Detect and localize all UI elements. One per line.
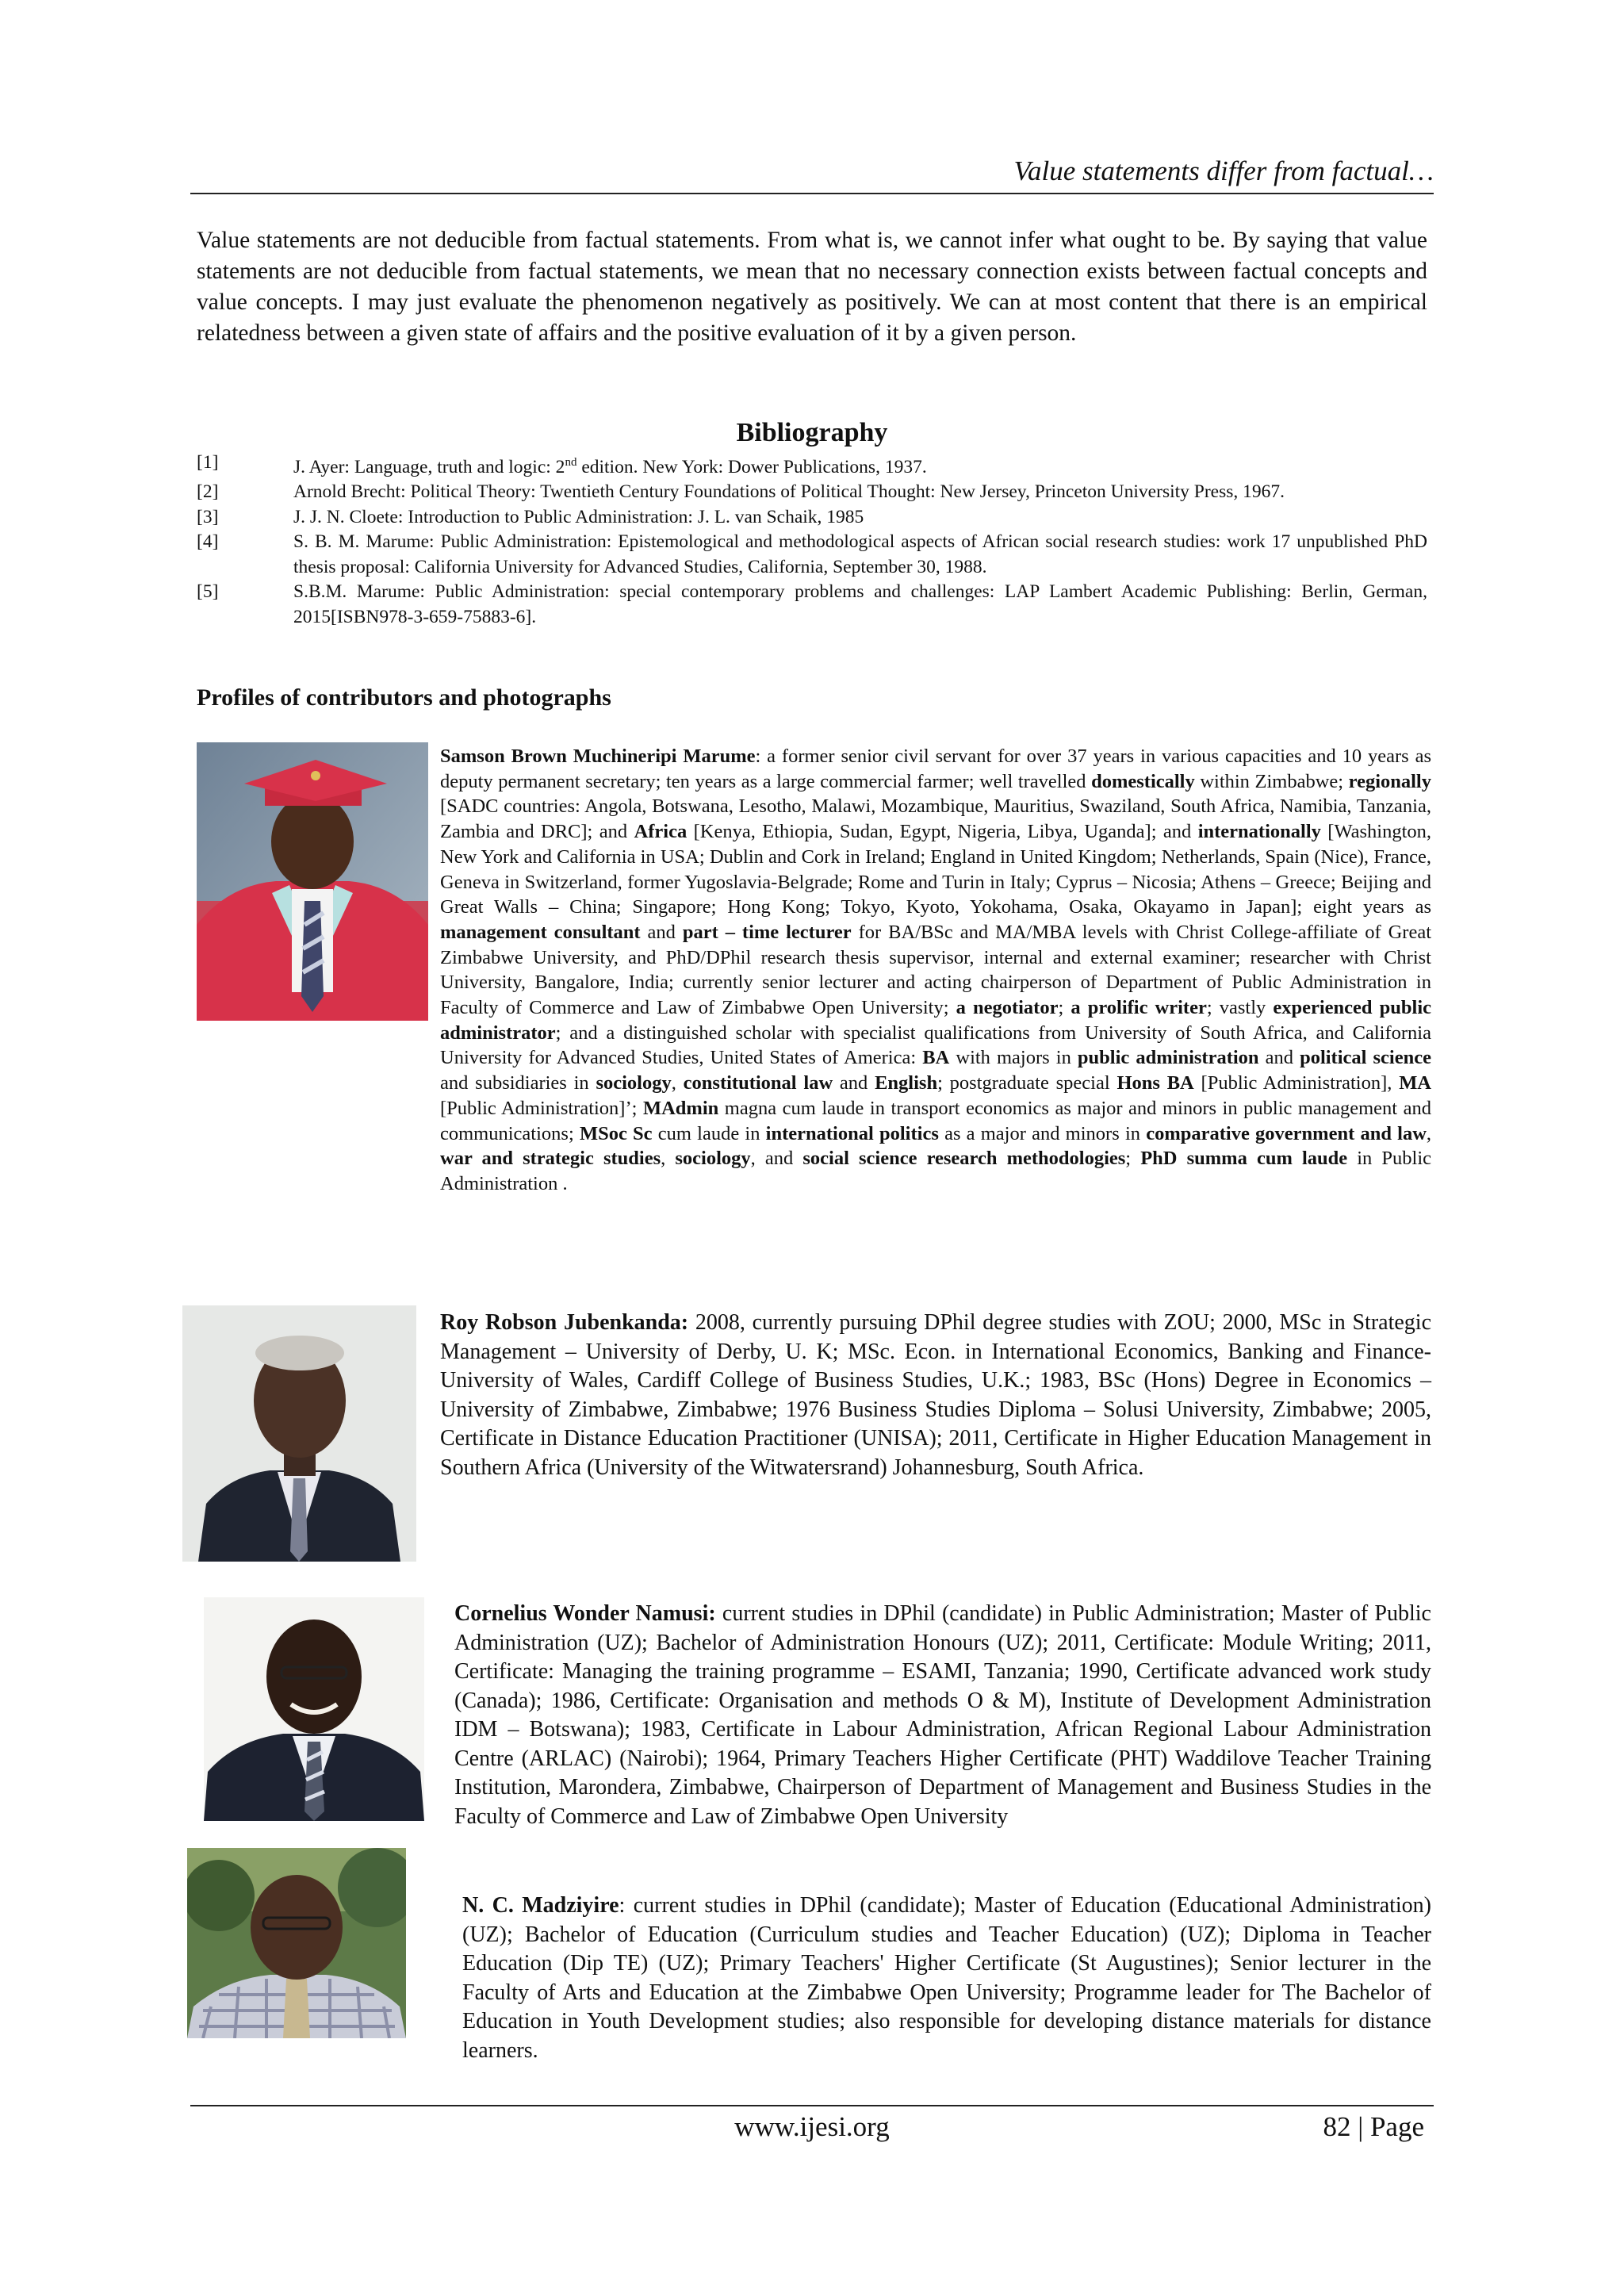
bibliography-list	[197, 450, 1427, 630]
reference-text: Arnold Brecht: Political Theory: Twentieth Century Foundations of Political Thought: New Jersey, Princeton University Press, 1967.	[293, 481, 1285, 503]
contributor-bio-jubenkanda: Roy Robson Jubenkanda: 2008, currently pursuing DPhil degree studies with ZOU; 2000, MSc in Strategic Management – University of Derby, U. K; MSc. Econ. in International Economics, Banking and Finance- University of Wales, Cardiff College of Business Studies, U.K.; 1983, BSc (Hons) Degree in Economics – University of Zimbabwe, Zimbabwe; 1976 Business Studies Diploma – Solusi University, Zimbabwe; 2005, Certificate in Distance Education Practitioner (UNISA); 2011, Certificate in Higher Education Management in Southern Africa (University of the Witwatersrand) Johannesburg, South Africa.	[440, 1310, 1431, 1480]
reference-item	[197, 530, 1427, 580]
reference-number: [1]	[197, 452, 219, 473]
profiles-heading: Profiles of contributors and photographs	[197, 684, 611, 711]
contributor-photo-madziyire	[187, 1848, 406, 2038]
reference-item	[197, 450, 1427, 480]
reference-text: S. B. M. Marume: Public Administration: Epistemological and methodological aspects of African social research studies: work 17 unpublished PhD thesis proposal: California University for Advanced Studies, California, September 30, 1988.	[293, 531, 1427, 577]
reference-text: S.B.M. Marume: Public Administration: special contemporary problems and challenges: LAP Lambert Academic Publishing: Berlin, German, 2015[ISBN978-3-659-75883-6].	[293, 581, 1427, 627]
contributor-bio-madziyire: N. C. Madziyire: current studies in DPhil (candidate); Master of Education (Educational Administration) (UZ); Bachelor of Education (Curriculum studies and Teacher Education) (UZ); Diploma in Teacher Education (Dip TE) (UZ); Primary Teachers' Higher Certificate (St Augustines); Senior lecturer in the Faculty of Arts and Education at the Zimbabwe Open University; Programme leader for The Bachelor of Education in Youth Development studies; also responsible for developing distance materials for distance learners.	[462, 1893, 1431, 2063]
reference-number: [2]	[197, 481, 219, 503]
reference-item	[197, 505, 1427, 531]
reference-number: [3]	[197, 506, 219, 527]
contributor-bio-marume: Samson Brown Muchineripi Marume: a former senior civil servant for over 37 years in various capacities and 10 years as deputy permanent secretary; ten years as a large commercial farmer; well travelled domestically within Zimbabwe; regionally [SADC countries: Angola, Botswana, Lesotho, Malawi, Mozambique, Mauritius, Swaziland, South Africa, Namibia, Tanzania, Zambia and DRC]; and Africa [Kenya, Ethiopia, Sudan, Egypt, Nigeria, Libya, Uganda]; and internationally [Washington, New York and California in USA; Dublin and Cork in Ireland; England in United Kingdom; Netherlands, Spain (Nice), France, Geneva in Switzerland, former Yugoslavia-Belgrade; Rome and Turin in Italy; Cyprus – Nicosia; Athens – Greece; Beijing and Great Walls – China; Singapore; Hong Kong; Tokyo, Kyoto, Yokohama, Osaka, Okayamo in Japan]; eight years as management consultant and part – time lecturer for BA/BSc and MA/MBA levels with Christ College-affiliate of Great Zimbabwe University, and PhD/DPhil research thesis supervisor, internal and external examiner; researcher with Christ University, Bangalore, India; currently senior lecturer and acting chairperson of Department of Public Administration in Faculty of Commerce and Law of Zimbabwe Open University; a negotiator; a prolific writer; vastly experienced public administrator; and a distinguished scholar with specialist qualifications from University of South Africa, and California University for Advanced Studies, United States of America: BA with majors in public administration and political science and subsidiaries in sociology, constitutional law and English; postgraduate special Hons BA [Public Administration], MA [Public Administration]’; MAdmin magna cum laude in transport economics as major and minors in public management and communications; MSoc Sc cum laude in international politics as a major and minors in comparative government and law, war and strategic studies, sociology, and social science research methodologies; PhD summa cum laude in Public Administration .	[440, 746, 1432, 1194]
reference-number: [4]	[197, 531, 219, 553]
reference-text: J. Ayer: Language, truth and logic: 2nd edition. New York: Dower Publications, 1937.	[293, 456, 927, 477]
running-header: Value statements differ from factual…	[1013, 155, 1434, 186]
header-rule	[190, 193, 1434, 194]
intro-paragraph: Value statements are not deducible from factual statements. From what is, we cannot infer what ought to be. By saying that value statements are not deducible from factual statements, we mean that no necessary connection exists between factual concepts and value concepts. I may just evaluate the phenomenon negatively as positively. We can at most content that there is an empirical relatedness between a given state of affairs and the positive evaluation of it by a given person.	[197, 228, 1427, 346]
footer-website-link[interactable]: www.ijesi.org	[734, 2111, 890, 2142]
contributor-photo-marume	[197, 742, 428, 1021]
contributor-bio-namusi: Cornelius Wonder Namusi: current studies in DPhil (candidate) in Public Administration; Master of Public Administration (UZ); Bachelor of Administration Honours (UZ); 2011, Certificate: Module Writing; 2011, Certificate: Managing the training programme – ESAMI, Tanzania; 1990, Certificate advanced work study (Canada); 1986, Certificate: Organisation and methods O & M), Institute of Development Administration IDM – Botswana); 1983, Certificate in Labour Administration, African Regional Labour Administration Centre (ARLAC) (Nairobi); 1964, Primary Teachers Higher Certificate (PHT) Waddilove Teacher Training Institution, Marondera, Zimbabwe, Chairperson of Department of Management and Business Studies in the Faculty of Commerce and Law of Zimbabwe Open University	[454, 1601, 1431, 1829]
contributor-photo-jubenkanda	[182, 1305, 416, 1562]
reference-item	[197, 580, 1427, 630]
footer-rule	[190, 2105, 1434, 2106]
contributor-photo-namusi	[204, 1597, 424, 1821]
reference-number: [5]	[197, 581, 219, 603]
reference-text: J. J. N. Cloete: Introduction to Public Administration: J. L. van Schaik, 1985	[293, 506, 864, 527]
bibliography-title: Bibliography	[736, 418, 888, 447]
footer-page-number: 82 | Page	[1323, 2111, 1424, 2142]
reference-item	[197, 480, 1427, 505]
